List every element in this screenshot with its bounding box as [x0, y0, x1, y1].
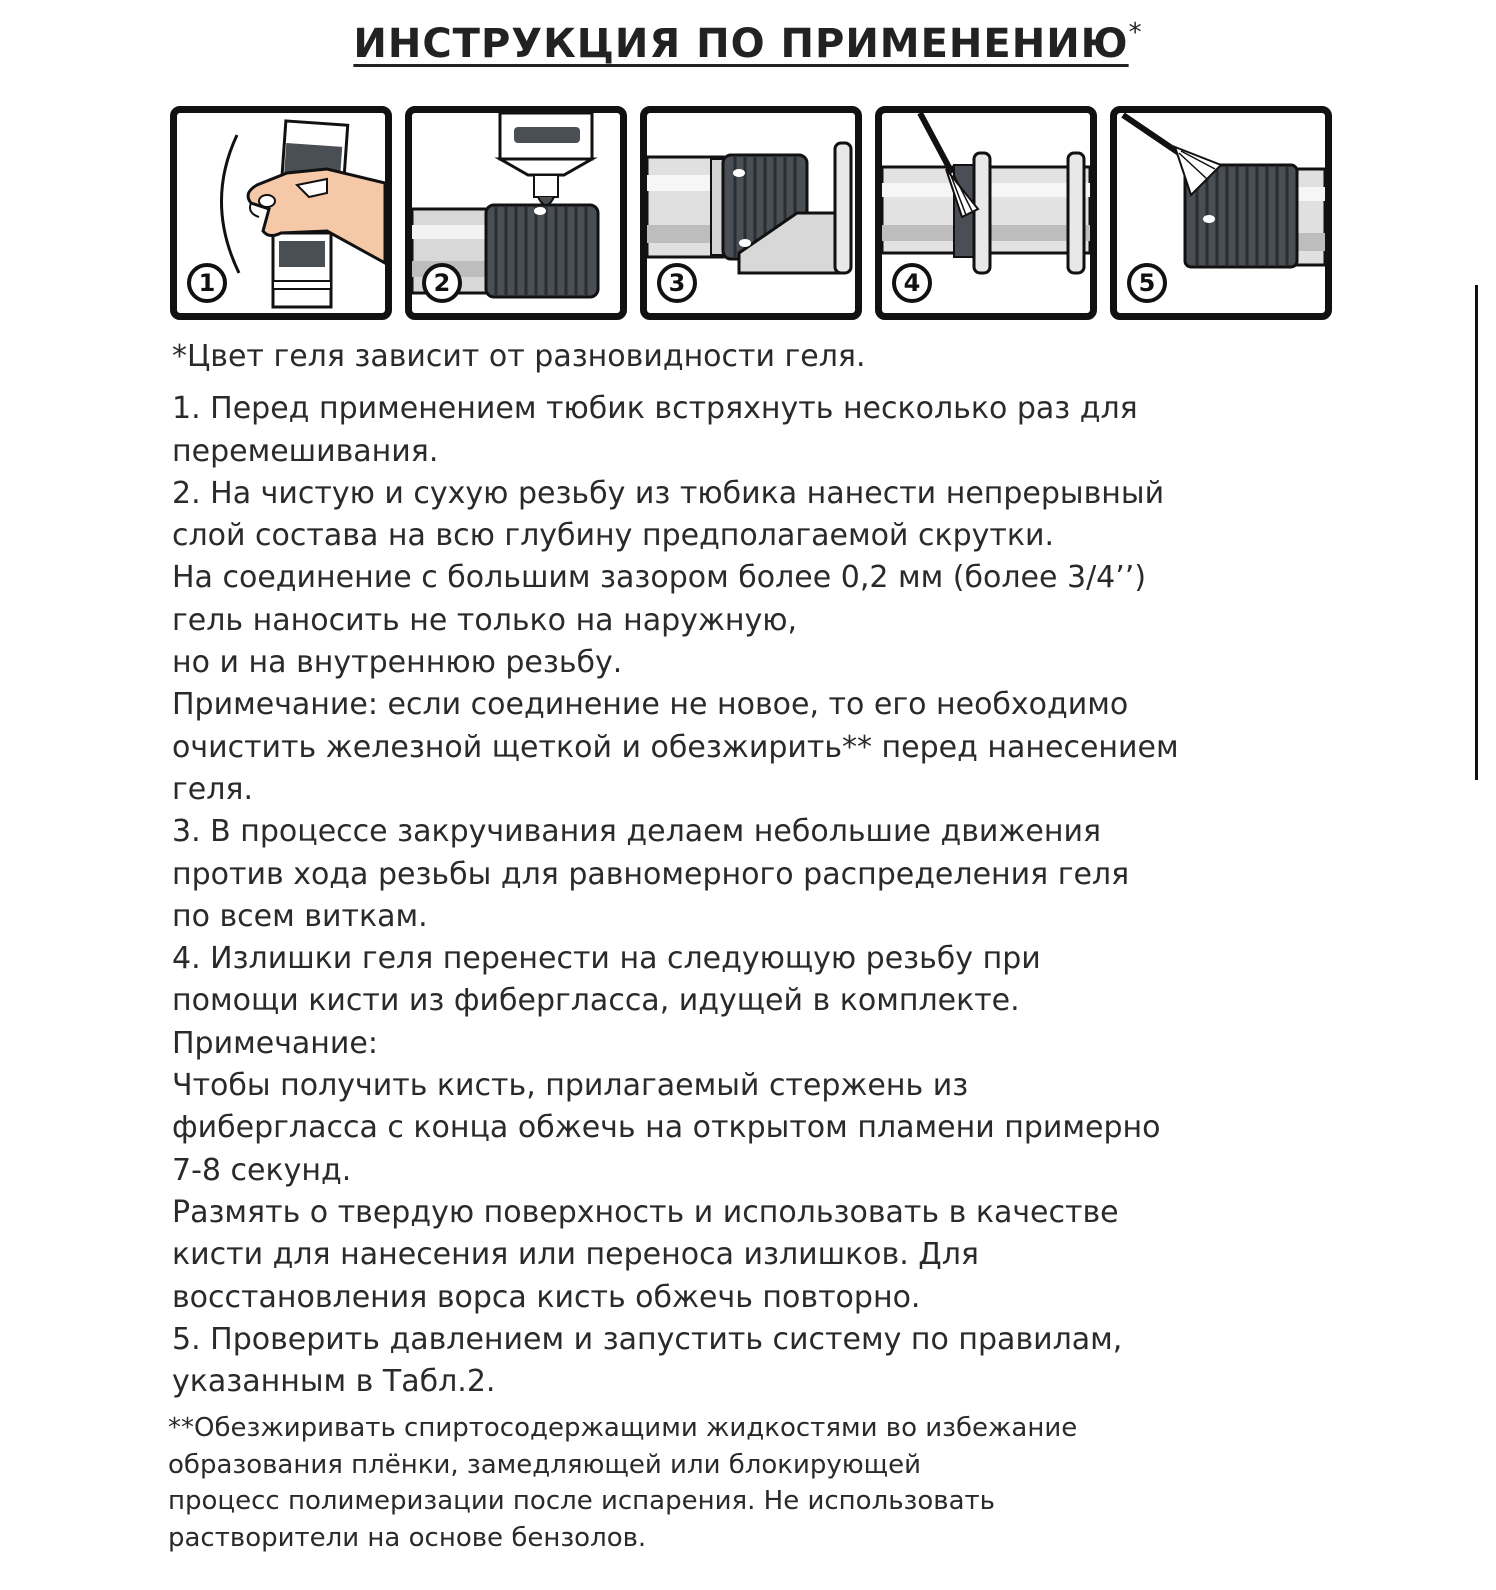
step-number-badge: 3 — [657, 263, 697, 303]
instruction-line: но и на внутреннюю резьбу. — [172, 645, 623, 681]
instruction-line: геля. — [172, 771, 253, 807]
step-panel-4 — [875, 106, 1097, 320]
instruction-line: гель наносить не только на наружную, — [172, 602, 798, 638]
instructions-text — [172, 336, 1472, 1403]
instruction-line: 4. Излишки геля перенести на следующую резьбу при — [172, 941, 1041, 977]
instruction-line: указанным в Табл.2. — [172, 1364, 496, 1400]
step-panel-2 — [405, 106, 627, 320]
page-title — [0, 18, 1496, 67]
instruction-line: фибергласса с конца обжечь на открытом пламени примерно — [172, 1110, 1161, 1146]
step-panel-5 — [1110, 106, 1332, 320]
step-number-badge: 2 — [422, 263, 462, 303]
instruction-line: против хода резьбы для равномерного распределения геля — [172, 856, 1130, 892]
step-number-badge: 5 — [1127, 263, 1167, 303]
step-panel-1 — [170, 106, 392, 320]
instruction-line: Размять о твердую поверхность и использовать в качестве — [172, 1194, 1119, 1230]
title-text: ИНСТРУКЦИЯ ПО ПРИМЕНЕНИЮ — [353, 21, 1129, 67]
instructions-body — [172, 388, 1472, 1403]
instruction-line: помощи кисти из фибергласса, идущей в комплекте. — [172, 983, 1020, 1019]
page-edge-divider — [1475, 285, 1478, 780]
instruction-line: кисти для нанесения или переноса излишков. Для — [172, 1237, 979, 1273]
instruction-line: очистить железной щеткой и обезжирить** перед нанесением — [172, 729, 1179, 765]
instruction-line: Примечание: если соединение не новое, то его необходимо — [172, 687, 1129, 723]
instruction-line: Чтобы получить кисть, прилагаемый стержень из — [172, 1068, 969, 1104]
instruction-line: На соединение с большим зазором более 0,2 мм (более 3/4’’) — [172, 560, 1147, 596]
instruction-line: 7-8 секунд. — [172, 1152, 352, 1188]
step-panel-3 — [640, 106, 862, 320]
steps-illustration-strip — [170, 106, 1356, 326]
title-asterisk: * — [1128, 18, 1143, 48]
instruction-line: по всем виткам. — [172, 898, 428, 934]
instruction-line: слой состава на всю глубину предполагаемой скрутки. — [172, 518, 1054, 554]
gel-color-note: *Цвет геля зависит от разновидности геля. — [172, 339, 866, 374]
instruction-line: 3. В процессе закручивания делаем небольшие движения — [172, 814, 1102, 850]
instruction-line: 2. На чистую и сухую резьбу из тюбика нанести непрерывный — [172, 475, 1165, 511]
instruction-line: 1. Перед применением тюбик встряхнуть несколько раз для — [172, 391, 1138, 427]
instruction-line: 5. Проверить давлением и запустить систему по правилам, — [172, 1321, 1123, 1357]
degreasing-footnote — [168, 1410, 1468, 1556]
instruction-line: перемешивания. — [172, 433, 439, 469]
instruction-line: Примечание: — [172, 1025, 378, 1061]
step-number-badge: 4 — [892, 263, 932, 303]
footnote-line: образования плёнки, замедляющей или блокирующей — [168, 1449, 922, 1480]
footnote-line: **Обезжиривать спиртосодержащими жидкостями во избежание — [168, 1413, 1078, 1443]
footnote-line: процесс полимеризации после испарения. Не использовать — [168, 1486, 995, 1516]
step-number-badge: 1 — [187, 263, 227, 303]
footnote-line: растворители на основе бензолов. — [168, 1522, 647, 1553]
instruction-line: восстановления ворса кисть обжечь повторно. — [172, 1279, 921, 1315]
